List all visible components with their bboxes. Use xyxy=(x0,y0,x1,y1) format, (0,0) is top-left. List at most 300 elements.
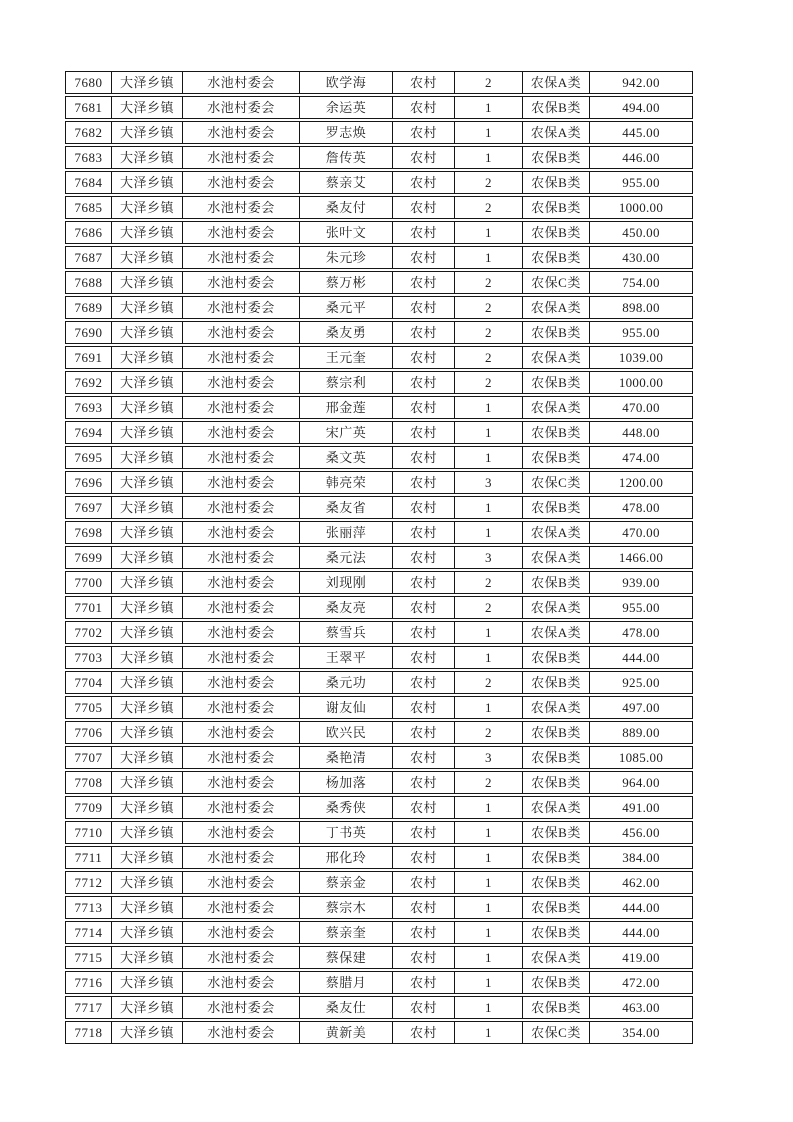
cell-area-type: 农村 xyxy=(393,472,455,493)
cell-person-count: 1 xyxy=(455,822,523,843)
cell-person-name: 黄新美 xyxy=(300,1022,393,1043)
cell-amount: 384.00 xyxy=(622,850,660,865)
cell-town: 大泽乡镇 xyxy=(112,372,183,393)
cell-area-type: 农村 xyxy=(393,772,455,793)
cell-village-committee: 水池村委会 xyxy=(183,622,300,643)
cell-serial-number: 7707 xyxy=(66,747,112,768)
cell-town: 大泽乡镇 xyxy=(112,722,183,743)
cell-village-committee: 水池村委会 xyxy=(183,147,300,168)
table-row xyxy=(65,421,693,444)
cell-person-count: 2 xyxy=(455,72,523,93)
cell-amount: 444.00 xyxy=(622,925,660,940)
cell-area-type: 农村 xyxy=(393,322,455,343)
cell-amount: 472.00 xyxy=(622,975,660,990)
cell-village-committee: 水池村委会 xyxy=(183,197,300,218)
cell-village-committee: 水池村委会 xyxy=(183,972,300,993)
cell-insurance-category: 农保A类 xyxy=(523,547,590,568)
cell-insurance-category: 农保C类 xyxy=(523,472,590,493)
cell-village-committee: 水池村委会 xyxy=(183,572,300,593)
cell-amount: 354.00 xyxy=(622,1025,660,1040)
cell-amount: 955.00 xyxy=(622,600,660,615)
cell-insurance-category: 农保A类 xyxy=(523,297,590,318)
cell-village-committee: 水池村委会 xyxy=(183,397,300,418)
cell-area-type: 农村 xyxy=(393,372,455,393)
cell-area-type: 农村 xyxy=(393,622,455,643)
cell-person-count: 1 xyxy=(455,922,523,943)
cell-town: 大泽乡镇 xyxy=(112,822,183,843)
cell-area-type: 农村 xyxy=(393,272,455,293)
cell-village-committee: 水池村委会 xyxy=(183,722,300,743)
cell-serial-number: 7710 xyxy=(66,822,112,843)
cell-serial-number: 7708 xyxy=(66,772,112,793)
cell-insurance-category: 农保A类 xyxy=(523,72,590,93)
cell-person-count: 3 xyxy=(455,547,523,568)
table-row xyxy=(65,321,693,344)
cell-town: 大泽乡镇 xyxy=(112,622,183,643)
cell-town: 大泽乡镇 xyxy=(112,72,183,93)
cell-person-name: 蔡宗木 xyxy=(300,897,393,918)
cell-serial-number: 7696 xyxy=(66,472,112,493)
cell-village-committee: 水池村委会 xyxy=(183,547,300,568)
cell-person-name: 蔡万彬 xyxy=(300,272,393,293)
cell-insurance-category: 农保B类 xyxy=(523,322,590,343)
cell-person-name: 桑友亮 xyxy=(300,597,393,618)
table-row xyxy=(65,871,693,894)
cell-village-committee: 水池村委会 xyxy=(183,747,300,768)
cell-amount: 889.00 xyxy=(622,725,660,740)
cell-town: 大泽乡镇 xyxy=(112,572,183,593)
table-row xyxy=(65,446,693,469)
cell-person-name: 桑友省 xyxy=(300,497,393,518)
cell-insurance-category: 农保B类 xyxy=(523,847,590,868)
cell-village-committee: 水池村委会 xyxy=(183,72,300,93)
cell-insurance-category: 农保A类 xyxy=(523,397,590,418)
cell-amount: 462.00 xyxy=(622,875,660,890)
cell-serial-number: 7716 xyxy=(66,972,112,993)
cell-insurance-category: 农保B类 xyxy=(523,872,590,893)
cell-insurance-category: 农保B类 xyxy=(523,822,590,843)
cell-insurance-category: 农保B类 xyxy=(523,172,590,193)
cell-serial-number: 7688 xyxy=(66,272,112,293)
cell-serial-number: 7693 xyxy=(66,397,112,418)
cell-town: 大泽乡镇 xyxy=(112,947,183,968)
cell-amount: 925.00 xyxy=(622,675,660,690)
cell-person-name: 宋广英 xyxy=(300,422,393,443)
cell-serial-number: 7691 xyxy=(66,347,112,368)
cell-amount: 478.00 xyxy=(622,625,660,640)
cell-person-count: 3 xyxy=(455,747,523,768)
cell-person-count: 1 xyxy=(455,97,523,118)
cell-serial-number: 7685 xyxy=(66,197,112,218)
cell-serial-number: 7706 xyxy=(66,722,112,743)
cell-town: 大泽乡镇 xyxy=(112,447,183,468)
cell-serial-number: 7698 xyxy=(66,522,112,543)
cell-person-count: 2 xyxy=(455,597,523,618)
table-row xyxy=(65,996,693,1019)
table-row xyxy=(65,571,693,594)
cell-village-committee: 水池村委会 xyxy=(183,647,300,668)
cell-town: 大泽乡镇 xyxy=(112,222,183,243)
cell-person-count: 1 xyxy=(455,122,523,143)
cell-amount: 470.00 xyxy=(622,400,660,415)
cell-area-type: 农村 xyxy=(393,872,455,893)
cell-village-committee: 水池村委会 xyxy=(183,247,300,268)
cell-person-name: 桑元功 xyxy=(300,672,393,693)
cell-area-type: 农村 xyxy=(393,122,455,143)
cell-village-committee: 水池村委会 xyxy=(183,522,300,543)
cell-town: 大泽乡镇 xyxy=(112,522,183,543)
cell-village-committee: 水池村委会 xyxy=(183,472,300,493)
cell-village-committee: 水池村委会 xyxy=(183,697,300,718)
cell-person-count: 1 xyxy=(455,447,523,468)
cell-person-count: 1 xyxy=(455,422,523,443)
table-row xyxy=(65,371,693,394)
cell-area-type: 农村 xyxy=(393,572,455,593)
cell-amount: 1200.00 xyxy=(618,475,664,490)
cell-person-name: 王翠平 xyxy=(300,647,393,668)
cell-amount: 444.00 xyxy=(622,900,660,915)
table-row xyxy=(65,846,693,869)
cell-town: 大泽乡镇 xyxy=(112,647,183,668)
table-row xyxy=(65,546,693,569)
cell-person-count: 2 xyxy=(455,572,523,593)
cell-amount: 955.00 xyxy=(622,175,660,190)
cell-person-count: 1 xyxy=(455,897,523,918)
cell-serial-number: 7684 xyxy=(66,172,112,193)
cell-village-committee: 水池村委会 xyxy=(183,947,300,968)
table-row xyxy=(65,146,693,169)
cell-person-count: 1 xyxy=(455,972,523,993)
cell-area-type: 农村 xyxy=(393,172,455,193)
cell-area-type: 农村 xyxy=(393,97,455,118)
cell-serial-number: 7694 xyxy=(66,422,112,443)
table-row xyxy=(65,246,693,269)
cell-area-type: 农村 xyxy=(393,847,455,868)
cell-town: 大泽乡镇 xyxy=(112,797,183,818)
cell-area-type: 农村 xyxy=(393,497,455,518)
cell-area-type: 农村 xyxy=(393,447,455,468)
table-row xyxy=(65,971,693,994)
cell-person-name: 蔡亲奎 xyxy=(300,922,393,943)
cell-village-committee: 水池村委会 xyxy=(183,372,300,393)
cell-person-name: 蔡亲金 xyxy=(300,872,393,893)
cell-insurance-category: 农保B类 xyxy=(523,222,590,243)
cell-town: 大泽乡镇 xyxy=(112,772,183,793)
cell-person-count: 1 xyxy=(455,522,523,543)
cell-amount: 1085.00 xyxy=(618,750,664,765)
cell-area-type: 农村 xyxy=(393,722,455,743)
cell-person-name: 桑友付 xyxy=(300,197,393,218)
table-row xyxy=(65,771,693,794)
cell-area-type: 农村 xyxy=(393,997,455,1018)
cell-person-name: 欧兴民 xyxy=(300,722,393,743)
cell-serial-number: 7712 xyxy=(66,872,112,893)
table-row xyxy=(65,946,693,969)
cell-village-committee: 水池村委会 xyxy=(183,997,300,1018)
cell-person-name: 蔡雪兵 xyxy=(300,622,393,643)
cell-amount: 939.00 xyxy=(622,575,660,590)
cell-town: 大泽乡镇 xyxy=(112,847,183,868)
table-row xyxy=(65,896,693,919)
cell-town: 大泽乡镇 xyxy=(112,747,183,768)
cell-person-name: 邢化玲 xyxy=(300,847,393,868)
cell-town: 大泽乡镇 xyxy=(112,697,183,718)
cell-town: 大泽乡镇 xyxy=(112,397,183,418)
cell-person-name: 张叶文 xyxy=(300,222,393,243)
cell-person-name: 罗志焕 xyxy=(300,122,393,143)
cell-serial-number: 7704 xyxy=(66,672,112,693)
cell-person-count: 1 xyxy=(455,797,523,818)
cell-insurance-category: 农保A类 xyxy=(523,797,590,818)
cell-person-count: 2 xyxy=(455,322,523,343)
cell-area-type: 农村 xyxy=(393,247,455,268)
table-row xyxy=(65,746,693,769)
cell-person-name: 欧学海 xyxy=(300,72,393,93)
cell-amount: 446.00 xyxy=(622,150,660,165)
cell-person-name: 杨加落 xyxy=(300,772,393,793)
cell-area-type: 农村 xyxy=(393,922,455,943)
cell-town: 大泽乡镇 xyxy=(112,147,183,168)
cell-village-committee: 水池村委会 xyxy=(183,422,300,443)
cell-area-type: 农村 xyxy=(393,897,455,918)
cell-village-committee: 水池村委会 xyxy=(183,297,300,318)
cell-amount: 942.00 xyxy=(622,75,660,90)
table-row xyxy=(65,1021,693,1044)
cell-insurance-category: 农保B类 xyxy=(523,372,590,393)
table-row xyxy=(65,696,693,719)
cell-person-name: 韩亮荣 xyxy=(300,472,393,493)
cell-amount: 444.00 xyxy=(622,650,660,665)
cell-area-type: 农村 xyxy=(393,822,455,843)
table-row xyxy=(65,221,693,244)
cell-area-type: 农村 xyxy=(393,147,455,168)
cell-area-type: 农村 xyxy=(393,647,455,668)
cell-town: 大泽乡镇 xyxy=(112,997,183,1018)
cell-town: 大泽乡镇 xyxy=(112,422,183,443)
cell-town: 大泽乡镇 xyxy=(112,972,183,993)
cell-serial-number: 7686 xyxy=(66,222,112,243)
cell-village-committee: 水池村委会 xyxy=(183,597,300,618)
cell-village-committee: 水池村委会 xyxy=(183,497,300,518)
cell-village-committee: 水池村委会 xyxy=(183,672,300,693)
cell-village-committee: 水池村委会 xyxy=(183,97,300,118)
cell-insurance-category: 农保B类 xyxy=(523,97,590,118)
cell-serial-number: 7703 xyxy=(66,647,112,668)
cell-amount: 955.00 xyxy=(622,325,660,340)
cell-area-type: 农村 xyxy=(393,1022,455,1043)
cell-town: 大泽乡镇 xyxy=(112,672,183,693)
cell-person-count: 1 xyxy=(455,1022,523,1043)
cell-person-name: 桑文英 xyxy=(300,447,393,468)
cell-person-count: 1 xyxy=(455,647,523,668)
cell-town: 大泽乡镇 xyxy=(112,297,183,318)
cell-area-type: 农村 xyxy=(393,522,455,543)
cell-area-type: 农村 xyxy=(393,347,455,368)
cell-area-type: 农村 xyxy=(393,422,455,443)
cell-town: 大泽乡镇 xyxy=(112,197,183,218)
cell-person-count: 2 xyxy=(455,297,523,318)
cell-person-count: 2 xyxy=(455,172,523,193)
cell-serial-number: 7714 xyxy=(66,922,112,943)
cell-person-count: 1 xyxy=(455,697,523,718)
cell-insurance-category: 农保A类 xyxy=(523,122,590,143)
cell-person-name: 蔡腊月 xyxy=(300,972,393,993)
table-row xyxy=(65,671,693,694)
table-row xyxy=(65,721,693,744)
cell-insurance-category: 农保B类 xyxy=(523,972,590,993)
cell-insurance-category: 农保B类 xyxy=(523,497,590,518)
cell-town: 大泽乡镇 xyxy=(112,272,183,293)
cell-amount: 419.00 xyxy=(622,950,660,965)
table-row xyxy=(65,346,693,369)
cell-serial-number: 7709 xyxy=(66,797,112,818)
cell-serial-number: 7690 xyxy=(66,322,112,343)
cell-area-type: 农村 xyxy=(393,297,455,318)
cell-village-committee: 水池村委会 xyxy=(183,347,300,368)
cell-amount: 430.00 xyxy=(622,250,660,265)
cell-insurance-category: 农保C类 xyxy=(523,272,590,293)
cell-amount: 497.00 xyxy=(622,700,660,715)
cell-person-count: 1 xyxy=(455,222,523,243)
cell-area-type: 农村 xyxy=(393,797,455,818)
cell-town: 大泽乡镇 xyxy=(112,247,183,268)
cell-insurance-category: 农保A类 xyxy=(523,947,590,968)
cell-insurance-category: 农保B类 xyxy=(523,247,590,268)
table-row xyxy=(65,621,693,644)
cell-person-count: 1 xyxy=(455,947,523,968)
cell-village-committee: 水池村委会 xyxy=(183,822,300,843)
cell-person-name: 桑元平 xyxy=(300,297,393,318)
table-row xyxy=(65,71,693,94)
cell-town: 大泽乡镇 xyxy=(112,897,183,918)
cell-serial-number: 7711 xyxy=(66,847,112,868)
cell-person-name: 朱元珍 xyxy=(300,247,393,268)
cell-serial-number: 7687 xyxy=(66,247,112,268)
cell-person-count: 2 xyxy=(455,722,523,743)
cell-insurance-category: 农保A类 xyxy=(523,522,590,543)
cell-serial-number: 7718 xyxy=(66,1022,112,1043)
cell-village-committee: 水池村委会 xyxy=(183,222,300,243)
cell-amount: 448.00 xyxy=(622,425,660,440)
cell-area-type: 农村 xyxy=(393,72,455,93)
cell-area-type: 农村 xyxy=(393,972,455,993)
cell-person-name: 张丽萍 xyxy=(300,522,393,543)
cell-person-name: 刘现刚 xyxy=(300,572,393,593)
cell-person-name: 桑秀侠 xyxy=(300,797,393,818)
cell-insurance-category: 农保A类 xyxy=(523,597,590,618)
cell-town: 大泽乡镇 xyxy=(112,122,183,143)
cell-village-committee: 水池村委会 xyxy=(183,872,300,893)
cell-insurance-category: 农保B类 xyxy=(523,447,590,468)
cell-person-count: 2 xyxy=(455,347,523,368)
cell-insurance-category: 农保B类 xyxy=(523,147,590,168)
cell-town: 大泽乡镇 xyxy=(112,322,183,343)
cell-serial-number: 7695 xyxy=(66,447,112,468)
cell-amount: 494.00 xyxy=(622,100,660,115)
cell-village-committee: 水池村委会 xyxy=(183,772,300,793)
cell-town: 大泽乡镇 xyxy=(112,547,183,568)
table-row xyxy=(65,921,693,944)
table-row xyxy=(65,646,693,669)
cell-person-count: 1 xyxy=(455,397,523,418)
records-table xyxy=(65,71,693,1044)
cell-village-committee: 水池村委会 xyxy=(183,272,300,293)
cell-person-count: 2 xyxy=(455,772,523,793)
cell-area-type: 农村 xyxy=(393,672,455,693)
table-row xyxy=(65,821,693,844)
cell-insurance-category: 农保B类 xyxy=(523,672,590,693)
table-row xyxy=(65,271,693,294)
cell-town: 大泽乡镇 xyxy=(112,172,183,193)
cell-amount: 898.00 xyxy=(622,300,660,315)
cell-serial-number: 7699 xyxy=(66,547,112,568)
cell-area-type: 农村 xyxy=(393,597,455,618)
cell-amount: 1466.00 xyxy=(618,550,664,565)
cell-person-count: 1 xyxy=(455,872,523,893)
cell-village-committee: 水池村委会 xyxy=(183,122,300,143)
cell-village-committee: 水池村委会 xyxy=(183,1022,300,1043)
cell-town: 大泽乡镇 xyxy=(112,497,183,518)
cell-insurance-category: 农保B类 xyxy=(523,197,590,218)
cell-insurance-category: 农保B类 xyxy=(523,772,590,793)
cell-person-count: 2 xyxy=(455,197,523,218)
cell-person-count: 2 xyxy=(455,672,523,693)
cell-person-name: 桑友仕 xyxy=(300,997,393,1018)
cell-person-name: 桑艳清 xyxy=(300,747,393,768)
cell-amount: 474.00 xyxy=(622,450,660,465)
cell-serial-number: 7702 xyxy=(66,622,112,643)
table-row xyxy=(65,96,693,119)
cell-amount: 1039.00 xyxy=(618,350,664,365)
cell-village-committee: 水池村委会 xyxy=(183,922,300,943)
cell-person-count: 1 xyxy=(455,247,523,268)
cell-amount: 456.00 xyxy=(622,825,660,840)
cell-insurance-category: 农保A类 xyxy=(523,347,590,368)
cell-village-committee: 水池村委会 xyxy=(183,797,300,818)
cell-insurance-category: 农保B类 xyxy=(523,647,590,668)
cell-serial-number: 7700 xyxy=(66,572,112,593)
cell-person-name: 王元奎 xyxy=(300,347,393,368)
cell-insurance-category: 农保A类 xyxy=(523,622,590,643)
cell-person-count: 1 xyxy=(455,497,523,518)
table-row xyxy=(65,396,693,419)
cell-town: 大泽乡镇 xyxy=(112,97,183,118)
cell-area-type: 农村 xyxy=(393,222,455,243)
cell-area-type: 农村 xyxy=(393,547,455,568)
cell-amount: 1000.00 xyxy=(618,200,664,215)
cell-person-count: 1 xyxy=(455,997,523,1018)
cell-village-committee: 水池村委会 xyxy=(183,172,300,193)
cell-person-count: 2 xyxy=(455,372,523,393)
cell-area-type: 农村 xyxy=(393,197,455,218)
cell-person-count: 1 xyxy=(455,622,523,643)
cell-amount: 470.00 xyxy=(622,525,660,540)
cell-person-count: 1 xyxy=(455,847,523,868)
cell-serial-number: 7681 xyxy=(66,97,112,118)
cell-town: 大泽乡镇 xyxy=(112,472,183,493)
table-row xyxy=(65,296,693,319)
cell-person-count: 2 xyxy=(455,272,523,293)
cell-insurance-category: 农保B类 xyxy=(523,922,590,943)
cell-insurance-category: 农保B类 xyxy=(523,747,590,768)
cell-person-name: 蔡宗利 xyxy=(300,372,393,393)
cell-insurance-category: 农保B类 xyxy=(523,897,590,918)
cell-insurance-category: 农保B类 xyxy=(523,997,590,1018)
cell-area-type: 农村 xyxy=(393,947,455,968)
cell-insurance-category: 农保C类 xyxy=(523,1022,590,1043)
cell-serial-number: 7697 xyxy=(66,497,112,518)
table-row xyxy=(65,471,693,494)
